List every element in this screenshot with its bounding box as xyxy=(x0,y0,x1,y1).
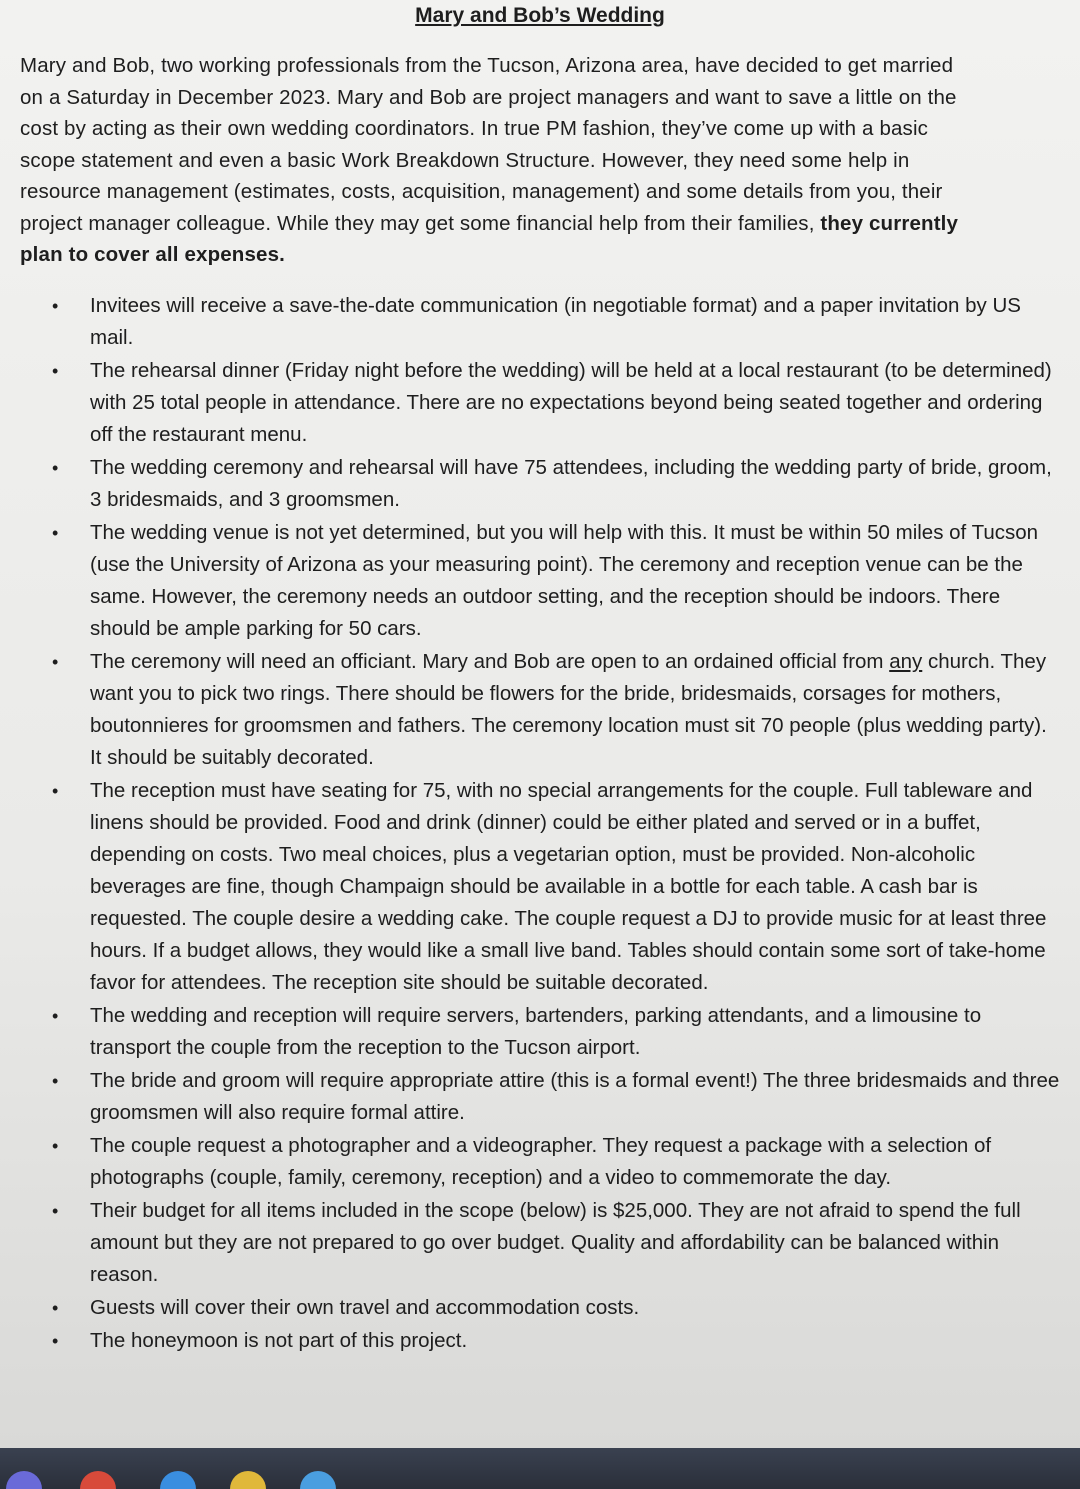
intro-paragraph xyxy=(20,50,1050,271)
list-item: • The wedding venue is not yet determined, but you will help with this. It must be within 50 miles of Tucson (use the University of Arizona as your measuring point). The ceremony and reception venue can be the same. However, the ceremony needs an outdoor setting, and the reception should be indoors. There should be ample parking for 50 cars. xyxy=(0,517,1070,645)
list-item: • The wedding and reception will require servers, bartenders, parking attendants, and a limousine to transport the couple from the reception to the Tucson airport. xyxy=(0,1000,1070,1064)
list-item: • The couple request a photographer and a videographer. They request a package with a selection of photographs (couple, family, ceremony, reception) and a video to commemorate the day. xyxy=(0,1130,1070,1194)
folder-icon[interactable] xyxy=(230,1471,266,1489)
scope-bullet-list xyxy=(0,290,1070,1358)
bullet-glyph: • xyxy=(52,458,59,478)
intro-line: cost by acting as their own wedding coordinators. In true PM fashion, they’ve come up with a basic xyxy=(20,117,929,140)
bullet-glyph: • xyxy=(52,652,59,672)
app-icon[interactable] xyxy=(80,1471,116,1489)
list-item: • The bride and groom will require appropriate attire (this is a formal event!) The three bridesmaids and three groomsmen will also require formal attire. xyxy=(0,1065,1070,1129)
list-item: • Invitees will receive a save-the-date communication (in negotiable format) and a paper invitation by US mail. xyxy=(0,290,1070,354)
list-item: • The rehearsal dinner (Friday night before the wedding) will be held at a local restaurant (to be determined) with 25 total people in attendance. There are no expectations beyond being seated together and ordering off the restaurant menu. xyxy=(0,355,1070,451)
list-item: • The reception must have seating for 75, with no special arrangements for the couple. Full tableware and linens should be provided. Food and drink (dinner) could be either plated and served or in a buffet, depending on costs. Two meal choices, plus a vegetarian option, must be provided. Non-alcoholic beverages are fine, though Champaign should be available in a bottle for each table. A cash bar is requested. The couple desire a wedding cake. The couple request a DJ to provide music for at least three hours. If a budget allows, they would like a small live band. Tables should contain some sort of take-home favor for attendees. The reception site should be suitable decorated. xyxy=(0,775,1070,999)
intro-line: project manager colleague. While they may get some financial help from their families, xyxy=(20,211,821,235)
intro-line: resource management (estimates, costs, acquisition, management) and some details from you, their xyxy=(20,180,943,203)
app-icon[interactable] xyxy=(160,1471,196,1489)
intro-bold-text: they currently xyxy=(820,211,959,235)
intro-bold-text: plan to cover all expenses. xyxy=(20,243,285,266)
bullet-glyph: • xyxy=(52,1298,59,1318)
bullet-glyph: • xyxy=(52,1331,59,1351)
bullet-glyph: • xyxy=(52,1201,59,1221)
list-item: • Their budget for all items included in the scope (below) is $25,000. They are not afraid to spend the full amount but they are not prepared to go over budget. Quality and affordability can be balanced within reason. xyxy=(0,1195,1070,1291)
bullet-glyph: • xyxy=(52,523,59,543)
intro-line: Mary and Bob, two working professionals from the Tucson, Arizona area, have decided to get married xyxy=(20,54,954,77)
intro-line: on a Saturday in December 2023. Mary and Bob are project managers and want to save a little on the xyxy=(20,85,957,109)
bullet-glyph: • xyxy=(52,781,59,801)
bullet-glyph: • xyxy=(52,296,59,316)
bullet-glyph: • xyxy=(52,1071,59,1091)
bullet-glyph: • xyxy=(52,1136,59,1156)
document-title: Mary and Bob’s Wedding xyxy=(415,4,665,27)
underlined-word: any xyxy=(889,650,923,673)
bullet-glyph: • xyxy=(52,361,59,381)
intro-line: scope statement and even a basic Work Breakdown Structure. However, they need some help in xyxy=(20,148,910,172)
bullet-glyph: • xyxy=(52,1006,59,1026)
app-icon[interactable] xyxy=(6,1471,42,1489)
list-item: • The honeymoon is not part of this project. xyxy=(0,1325,1070,1357)
list-item: • Guests will cover their own travel and accommodation costs. xyxy=(0,1292,1070,1324)
list-item: • The ceremony will need an officiant. Mary and Bob are open to an ordained official from any church. They want you to pick two rings. There should be flowers for the bride, bridesmaids, corsages for mothers, boutonnieres for groomsmen and fathers. The ceremony location must sit 70 people (plus wedding party). It should be suitably decorated. xyxy=(0,646,1070,774)
list-item: • The wedding ceremony and rehearsal will have 75 attendees, including the wedding party of bride, groom, 3 bridesmaids, and 3 groomsmen. xyxy=(0,452,1070,516)
app-icon[interactable] xyxy=(300,1471,336,1489)
taskbar xyxy=(0,1448,1080,1489)
